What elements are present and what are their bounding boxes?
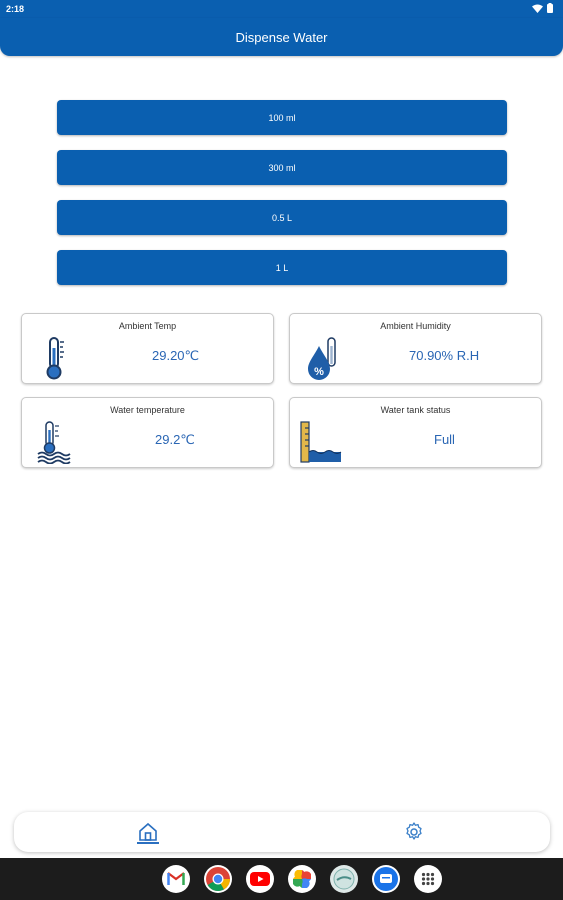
dispense-0-5l-button[interactable]: 0.5 L: [57, 200, 507, 235]
ambient-temp-value: 29.20℃: [152, 348, 200, 363]
ambient-humidity-title: Ambient Humidity: [380, 321, 451, 331]
water-temperature-title: Water temperature: [110, 405, 185, 415]
messages-icon: [373, 866, 399, 892]
app-bar: [0, 18, 563, 56]
status-time: 2:18: [6, 4, 25, 14]
water-level-icon: [299, 420, 343, 464]
system-taskbar: [0, 858, 563, 900]
photos-icon: [292, 869, 312, 889]
thermometer-icon: [36, 336, 72, 380]
nav-settings[interactable]: [402, 820, 426, 844]
app-drawer[interactable]: [414, 865, 442, 893]
dispense-100ml-button[interactable]: 100 ml: [57, 100, 507, 135]
youtube-app[interactable]: [246, 865, 274, 893]
ambient-temp-card: [21, 313, 274, 384]
chrome-icon: [205, 866, 231, 892]
battery-icon: [547, 3, 553, 13]
svg-text:%: %: [314, 366, 324, 378]
ambient-humidity-card: [289, 313, 542, 384]
photos-app[interactable]: [288, 865, 316, 893]
app-drawer-icon: [421, 872, 435, 886]
water-temperature-card: [21, 397, 274, 468]
dispense-1l-button[interactable]: 1 L: [57, 250, 507, 285]
status-bar: [0, 0, 563, 18]
custom-app[interactable]: [330, 865, 358, 893]
gmail-icon: [167, 872, 185, 886]
water-tank-status-title: Water tank status: [380, 405, 451, 415]
youtube-icon: [250, 872, 270, 886]
water-temperature-value: 29.2℃: [155, 432, 195, 447]
home-icon: [136, 820, 160, 844]
status-icons: [532, 3, 553, 13]
gmail-app[interactable]: [162, 865, 190, 893]
water-tank-status-card: [289, 397, 542, 468]
chrome-app[interactable]: [204, 865, 232, 893]
nav-home[interactable]: [136, 820, 160, 844]
app-icon: [333, 868, 355, 890]
water-thermometer-icon: [36, 420, 72, 464]
wifi-icon: [532, 4, 543, 13]
page-title: Dispense Water: [235, 29, 328, 45]
water-tank-status-value: Full: [434, 432, 455, 447]
humidity-drop-icon: [304, 336, 340, 380]
ambient-humidity-value: 70.90% R.H: [409, 348, 480, 363]
ambient-temp-title: Ambient Temp: [118, 321, 177, 331]
gear-icon: [402, 820, 426, 844]
bottom-navigation: [14, 812, 550, 852]
dispense-300ml-button[interactable]: 300 ml: [57, 150, 507, 185]
messages-app[interactable]: [372, 865, 400, 893]
